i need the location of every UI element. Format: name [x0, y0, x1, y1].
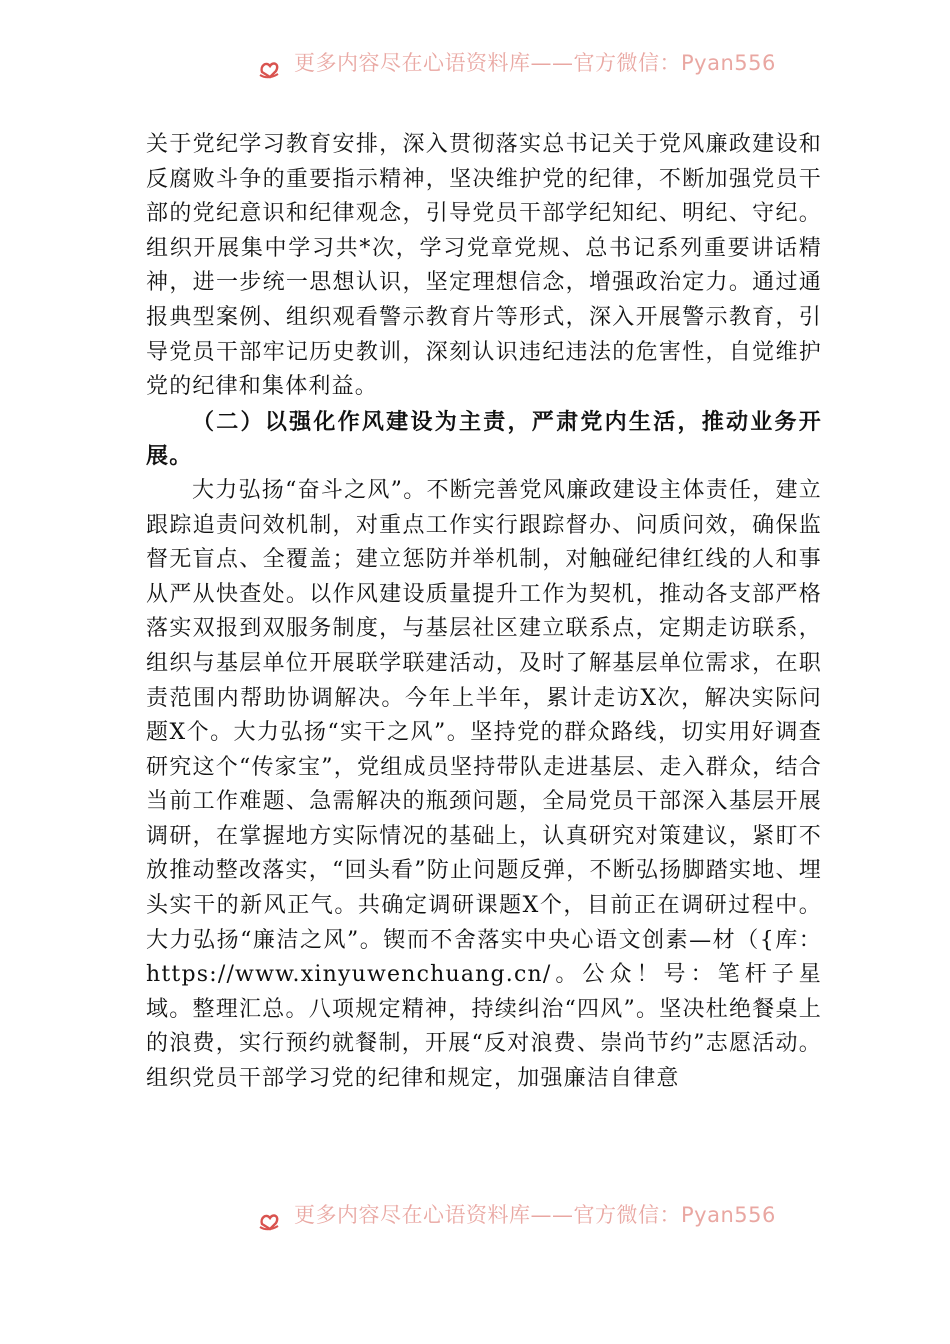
- footer-watermark-text: 更多内容尽在心语资料库——官方微信：Pyan556: [294, 1204, 776, 1227]
- heart-hand-logo-icon: [258, 1210, 288, 1232]
- header-watermark-text: 更多内容尽在心语资料库——官方微信：Pyan556: [294, 52, 776, 75]
- paragraph-discipline-education: 关于党纪学习教育安排，深入贯彻落实总书记关于党风廉政建设和反腐败斗争的重要指示精神，坚决维护党的纪律，不断加强党员干部的党纪意识和纪律观念，引导党员干部学纪知纪、明纪、守纪。组织开展集中学习共*次，学习党章党规、总书记系列重要讲话精神，进一步统一思想认识，坚定理想信念，增强政治定力。通过通报典型案例、组织观看警示教育片等形式，深入开展警示教育，引导党员干部牢记历史教训，深刻认识违纪违法的危害性，自觉维护党的纪律和集体利益。: [146, 132, 822, 400]
- heart-hand-logo-icon: [258, 58, 288, 80]
- paragraph-work-style: 大力弘扬“奋斗之风”。不断完善党风廉政建设主体责任，建立跟踪追责问效机制，对重点工作实行跟踪督办、问质问效，确保监督无盲点、全覆盖；建立惩防并举机制，对触碰纪律红线的人和事从严从快查处。以作风建设质量提升工作为契机，推动各支部严格落实双报到双服务制度，与基层社区建立联系点，定期走访联系，组织与基层单位开展联学联建活动，及时了解基层单位需求，在职责范围内帮助协调解决。今年上半年，累计走访X次，解决实际问题X个。大力弘扬“实干之风”。坚持党的群众路线，切实用好调查研究这个“传家宝”，党组成员坚持带队走进基层、走入群众，结合当前工作难题、急需解决的瓶颈问题，全局党员干部深入基层开展调研，在掌握地方实际情况的基础上，认真研究对策建议，紧盯不放推动整改落实，“回头看”防止问题反弹，不断弘扬脚踏实地、埋头实干的新风正气。共确定调研课题X个，目前正在调研过程中。大力弘扬“廉洁之风”。锲而不舍落实中央心语文创素—材（{库：https://www.xinyuwenchuang.cn/。公众！号：笔杆子星域。整理汇总。八项规定精神，持续纠治“四风”。坚决杜绝餐桌上的浪费，实行预约就餐制，开展“反对浪费、崇尚节约”志愿活动。组织党员干部学习党的纪律和规定，加强廉洁自律意: [146, 477, 822, 1092]
- document-body: [146, 128, 822, 1097]
- footer-watermark: [258, 1204, 776, 1238]
- section-heading-2: （二）以强化作风建设为主责，严肃党内生活，推动业务开展。: [146, 408, 822, 470]
- header-watermark: [258, 52, 776, 86]
